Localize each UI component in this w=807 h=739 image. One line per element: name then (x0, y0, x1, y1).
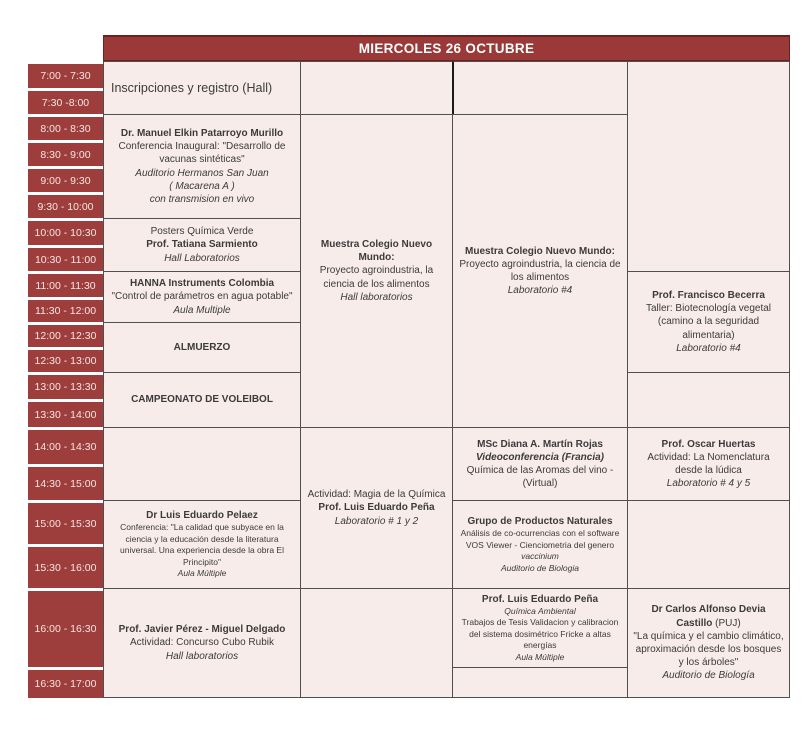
time-slot: 16:00 - 16:30 (28, 588, 103, 667)
time-slot: 11:00 - 11:30 (28, 271, 103, 297)
event-speaker: Prof. Javier Pérez - Miguel Delgado (118, 624, 286, 636)
event-speaker: MSc Diana A. Martín Rojas (477, 438, 603, 450)
time-slot: 15:30 - 16:00 (28, 544, 103, 588)
event-devia (627, 588, 790, 698)
event-venue: Auditorio de Biologia (501, 562, 579, 573)
time-slot: 14:30 - 15:00 (28, 464, 103, 500)
event-grupo (452, 500, 627, 588)
event-description-text: Análisis de co-ocurrencias con el software VOS Viewer - Cienciometria del genero (460, 528, 620, 550)
time-slot: 12:00 - 12:30 (28, 322, 103, 347)
event-genus: vaccinium (521, 551, 559, 562)
event-description: Proyecto agroindustria, la ciencia de los alimentos (459, 258, 621, 283)
empty-cell (627, 500, 790, 588)
event-title: Muestra Colegio Nuevo Mundo: (320, 239, 433, 264)
time-slot: 13:30 - 14:00 (28, 399, 103, 427)
event-title: Muestra Colegio Nuevo Mundo: (465, 245, 615, 257)
empty-cell (300, 61, 452, 114)
event-description: Taller: Biotecnología vegetal (camino a la seguridad alimentaria) (645, 303, 772, 341)
event-title: Actividad: Magia de la Química (307, 489, 446, 501)
empty-cell (103, 427, 300, 500)
event-speaker: Prof. Luis Eduardo Peña (481, 593, 599, 605)
event-venue: Auditorio Hermanos San Juan (135, 167, 269, 179)
time-slot: 9:30 - 10:00 (28, 192, 103, 218)
event-speaker: Dr Luis Eduardo Pelaez (146, 510, 258, 522)
event-description: "Control de parámetros en agua potable" (111, 291, 293, 303)
event-description: Actividad: Concurso Cubo Rubik (130, 637, 274, 649)
event-venue: Aula Múltiple (177, 568, 227, 579)
event-speaker: Prof. Oscar Huertas (661, 438, 756, 450)
event-title: Inscripciones y registro (Hall) (111, 80, 273, 95)
event-venue: Laboratorio # 4 y 5 (666, 478, 751, 490)
event-description: Proyecto agroindustria, la ciencia de los alimentos (319, 265, 434, 290)
time-slot: 14:00 - 14:30 (28, 427, 103, 464)
event-speaker-name: Dr Carlos Alfonso Devia Castillo (651, 604, 766, 629)
event-patarroyo (103, 114, 300, 218)
event-venue: Aula Multiple (173, 304, 231, 316)
event-pelaez (103, 500, 300, 588)
day-header: MIERCOLES 26 OCTUBRE (103, 35, 790, 61)
event-venue: Aula Múltiple (515, 651, 565, 662)
event-mode: Videoconferencia (Francia) (476, 451, 604, 463)
event-muestra-lab (452, 114, 627, 427)
event-description (458, 528, 622, 562)
event-speaker (633, 603, 784, 629)
event-magia (300, 427, 452, 588)
empty-cell (452, 61, 627, 114)
event-title: CAMPEONATO DE VOLEIBOL (131, 394, 273, 406)
time-slot: 8:00 - 8:30 (28, 114, 103, 140)
event-subtitle: Química Ambiental (504, 605, 576, 616)
event-huertas (627, 427, 790, 500)
event-voleibol (103, 372, 300, 427)
event-description: "La química y el cambio climático, aproximación desde los bosques y los árboles" (633, 630, 784, 669)
event-venue-detail: ( Macarena A ) (169, 180, 235, 192)
time-slot: 11:30 - 12:00 (28, 297, 103, 322)
event-speaker: Prof. Luis Eduardo Peña (318, 502, 435, 514)
event-venue: Auditorio de Biología (662, 670, 755, 682)
event-registration (103, 61, 300, 114)
empty-cell (627, 61, 790, 271)
event-description: Conferencia: "La calidad que subyace en la ciencia y la educación desde la literatura universal. Una experiencia desde la obra El Principito" (120, 522, 284, 567)
time-slot: 10:30 - 11:00 (28, 245, 103, 271)
event-venue: Laboratorio #4 (507, 285, 573, 297)
time-slot: 8:30 - 9:00 (28, 140, 103, 166)
event-muestra-hall (300, 114, 452, 427)
event-speaker: Prof. Francisco Becerra (652, 290, 765, 302)
event-becerra (627, 271, 790, 372)
event-speaker: Dr. Manuel Elkin Patarroyo Murillo (120, 127, 284, 139)
time-slot: 16:30 - 17:00 (28, 667, 103, 698)
time-slot: 12:30 - 13:00 (28, 347, 103, 372)
event-almuerzo (103, 322, 300, 372)
time-slot: 7:00 - 7:30 (28, 61, 103, 88)
event-speaker: Prof. Tatiana Sarmiento (146, 239, 258, 251)
event-title: Posters Química Verde (150, 226, 254, 238)
time-slot: 7:30 -8:00 (28, 88, 103, 114)
event-hanna (103, 271, 300, 322)
time-slot: 15:00 - 15:30 (28, 500, 103, 544)
empty-cell (300, 588, 452, 698)
event-venue: Hall Laboratorios (164, 252, 240, 264)
event-description: Trabajos de Tesis Validacion y calibracion del sistema dosimétrico Fricke a altas energías (461, 617, 619, 651)
time-slot: 9:00 - 9:30 (28, 166, 103, 192)
event-rubik (103, 588, 300, 698)
event-title: ALMUERZO (173, 341, 231, 353)
event-speaker: HANNA Instruments Colombia (129, 278, 275, 290)
event-venue: Laboratorio # 1 y 2 (334, 515, 419, 527)
event-venue: Hall laboratorios (340, 291, 413, 303)
event-description: Química de las Aromas del vino - (Virtual) (466, 465, 614, 490)
time-slot: 13:00 - 13:30 (28, 372, 103, 399)
time-slot: 10:00 - 10:30 (28, 218, 103, 245)
empty-cell (452, 667, 627, 698)
event-diana (452, 427, 627, 500)
event-title: Grupo de Productos Naturales (467, 515, 613, 527)
event-speaker-affiliation: (PUJ) (712, 617, 741, 629)
event-posters (103, 218, 300, 271)
event-description: Conferencia Inaugural: "Desarrollo de vacunas sintéticas" (118, 141, 286, 166)
event-pena (452, 588, 627, 667)
event-note: con transmision en vivo (149, 193, 255, 205)
empty-cell (627, 372, 790, 427)
event-venue: Hall laboratorios (165, 650, 239, 662)
event-description: Actividad: La Nomenclatura desde la lúdica (647, 451, 770, 476)
event-venue: Laboratorio #4 (676, 342, 741, 354)
schedule-table (28, 61, 790, 698)
